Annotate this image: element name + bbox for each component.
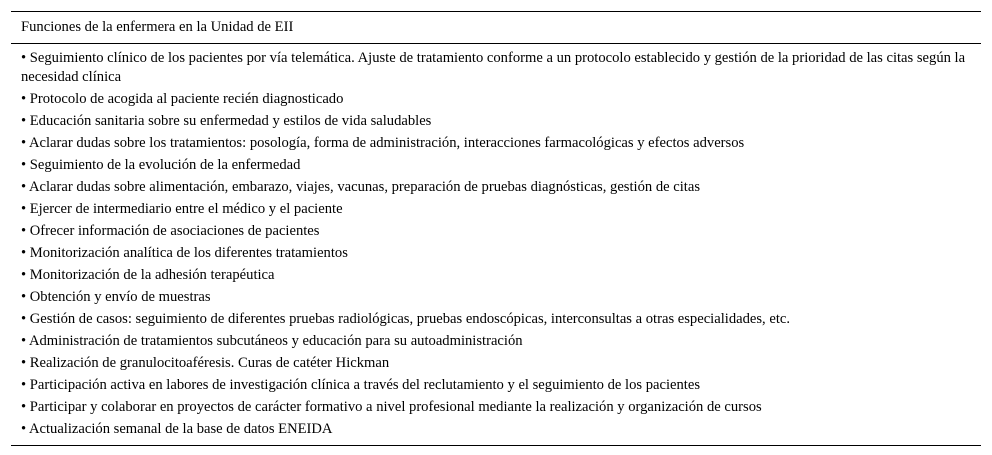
list-item: • Ofrecer información de asociaciones de pacientes [21, 223, 320, 239]
list-item: • Ejercer de intermediario entre el médico y el paciente [21, 201, 343, 217]
list-item: • Realización de granulocitoaféresis. Curas de catéter Hickman [21, 355, 390, 371]
list-item: • Administración de tratamientos subcutáneos y educación para su autoadministración [21, 333, 523, 349]
functions-table [11, 11, 981, 446]
table-body-cell [11, 44, 981, 446]
list-item: • Educación sanitaria sobre su enfermedad y estilos de vida saludables [21, 113, 432, 129]
list-item: • Participación activa en labores de investigación clínica a través del reclutamiento y el seguimiento de los pacientes [21, 377, 701, 393]
list-item: • Aclarar dudas sobre alimentación, embarazo, viajes, vacunas, preparación de pruebas diagnósticas, gestión de citas [21, 179, 701, 195]
list-item: • Gestión de casos: seguimiento de diferentes pruebas radiológicas, pruebas endoscópicas, interconsultas a otras especialidades, etc. [21, 311, 791, 327]
list-item: • Monitorización analítica de los diferentes tratamientos [21, 245, 348, 261]
list-item: • Actualización semanal de la base de datos ENEIDA [21, 421, 333, 437]
table-header: Funciones de la enfermera en la Unidad de EII [11, 11, 981, 44]
list-item: • Aclarar dudas sobre los tratamientos: posología, forma de administración, interacciones farmacológicas y efectos adversos [21, 135, 745, 151]
list-item: • Protocolo de acogida al paciente recién diagnosticado [21, 91, 344, 107]
list-item: • Seguimiento clínico de los pacientes por vía telemática. Ajuste de tratamiento conforme a un protocolo establecido y gestión de la prioridad de las citas según la necesidad clínica [21, 50, 966, 85]
list-item: • Obtención y envío de muestras [21, 289, 211, 305]
list-item: • Participar y colaborar en proyectos de carácter formativo a nivel profesional mediante la realización y organización de cursos [21, 399, 762, 415]
list-item: • Seguimiento de la evolución de la enfermedad [21, 157, 301, 173]
list-item: • Monitorización de la adhesión terapéutica [21, 267, 275, 283]
